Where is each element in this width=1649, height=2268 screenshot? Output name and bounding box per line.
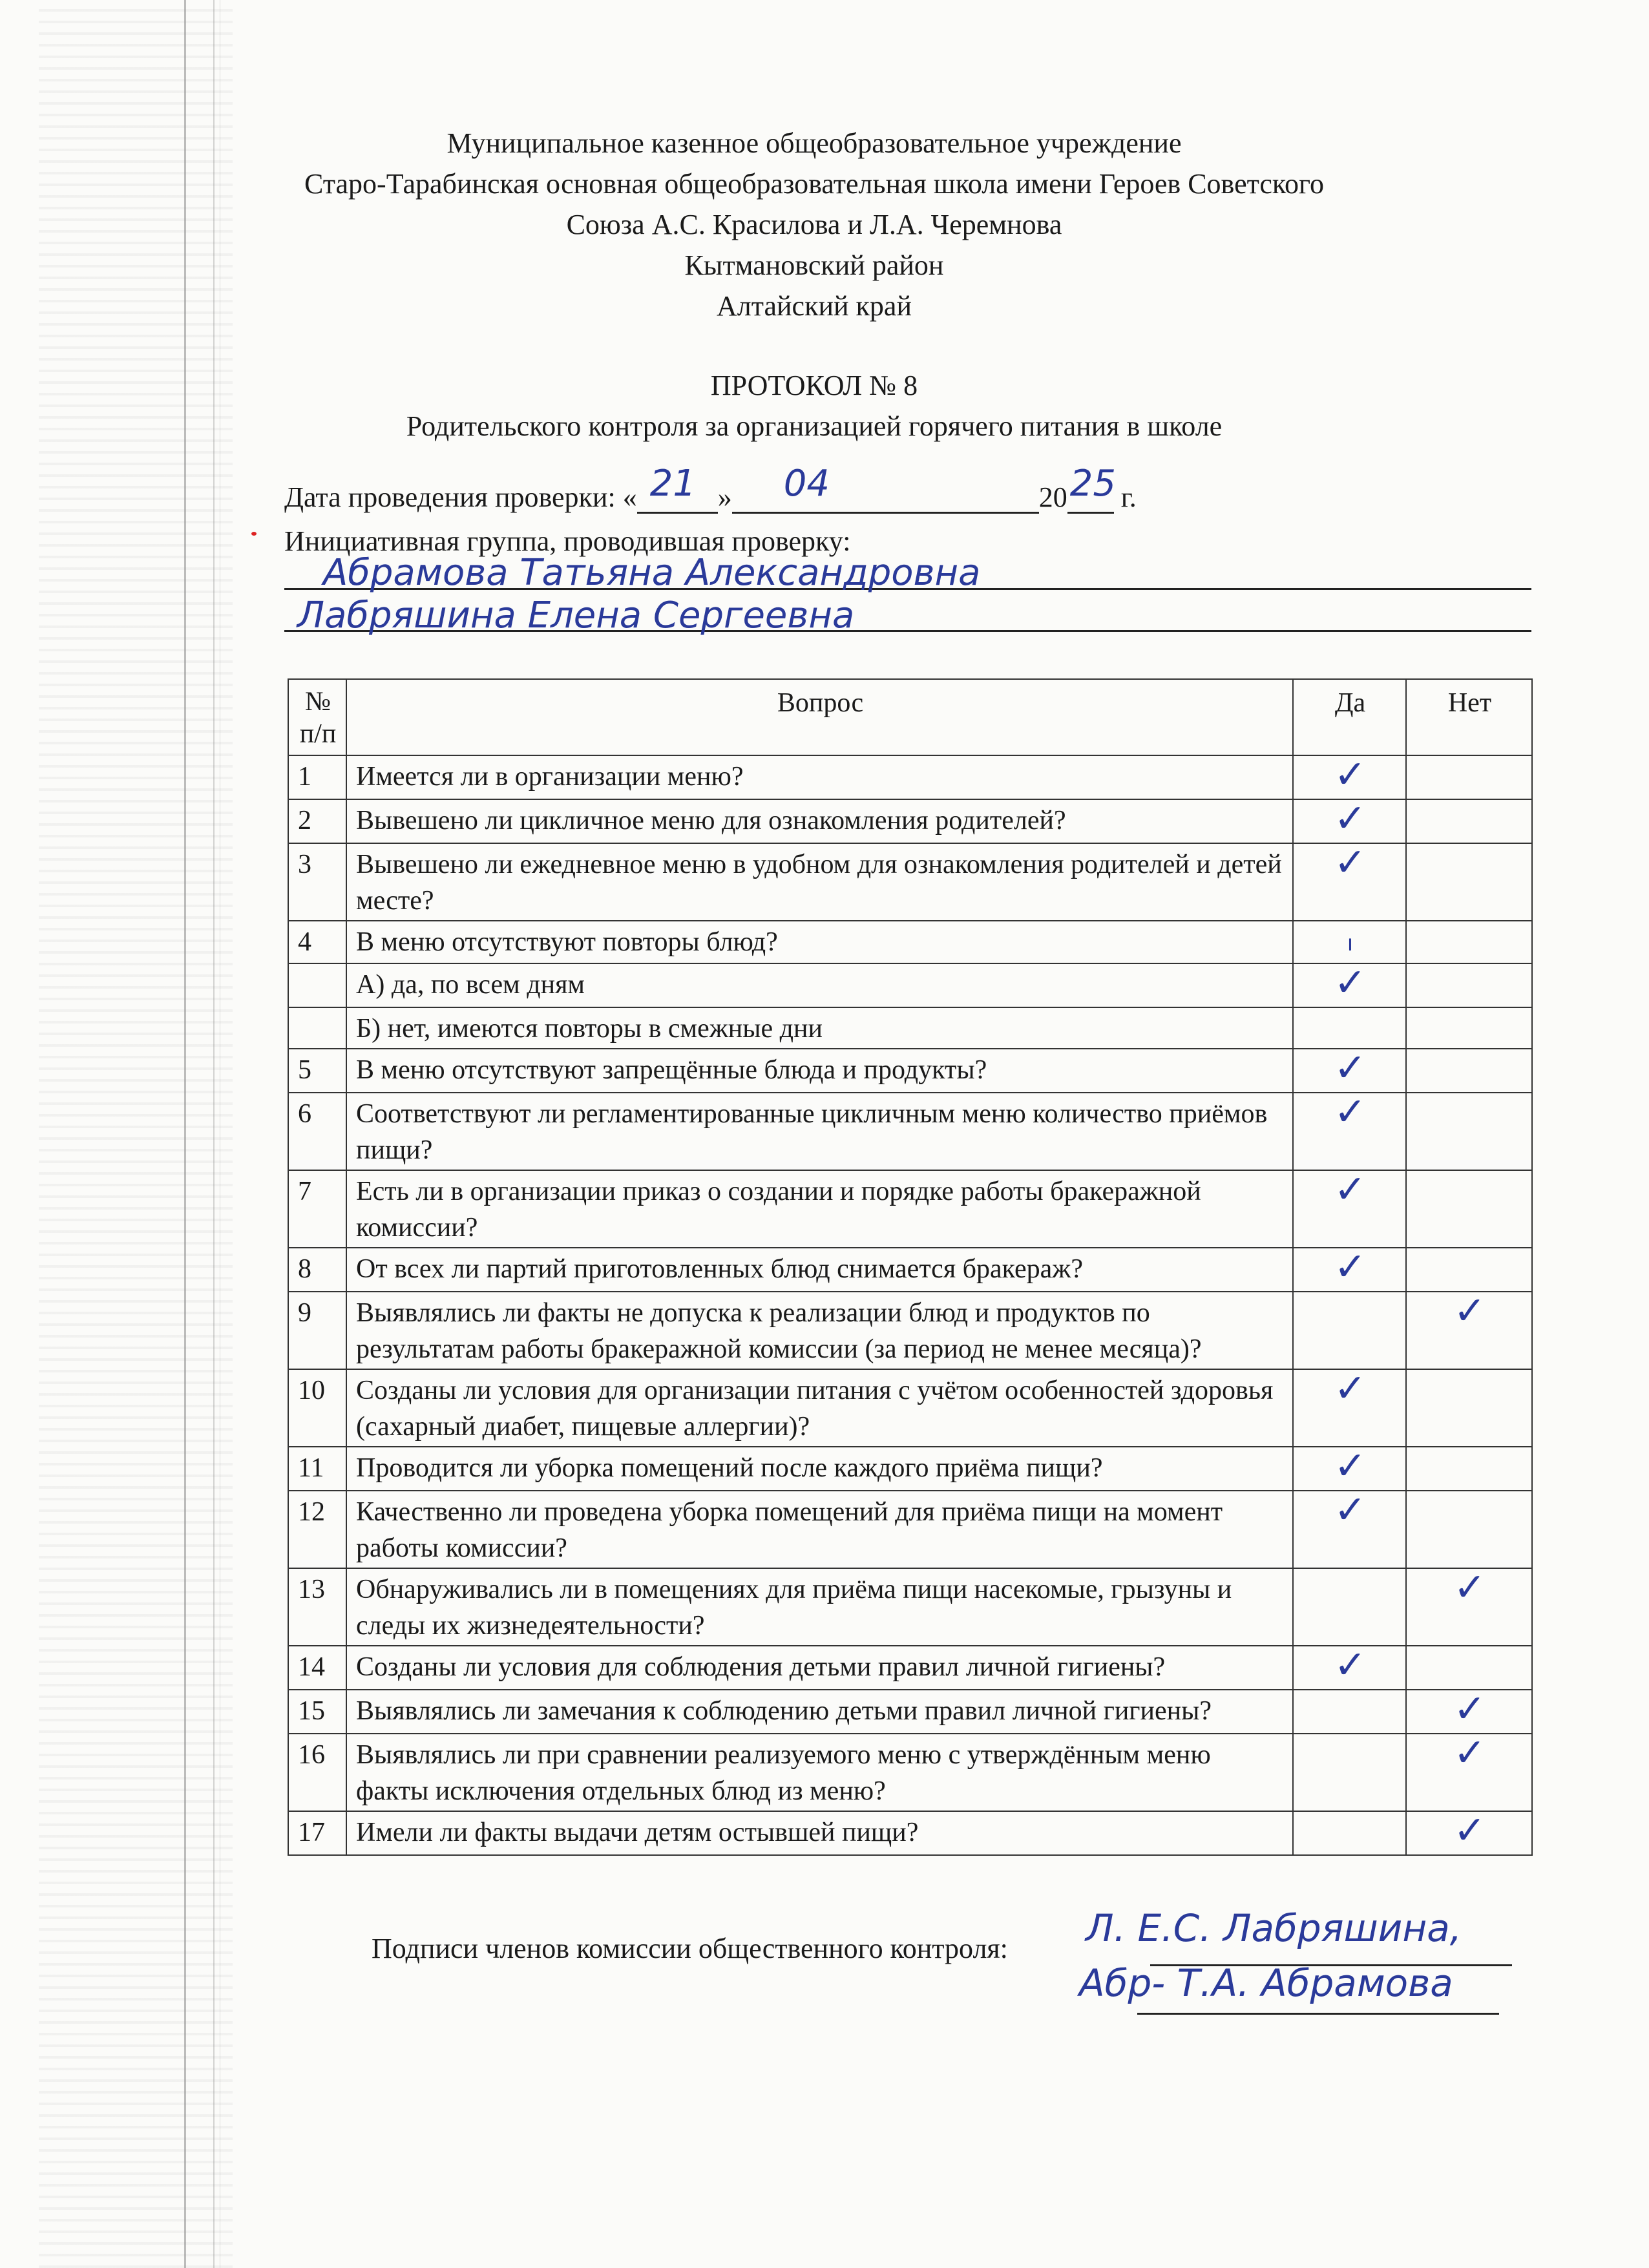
ink-dot — [251, 532, 257, 536]
check-mark-icon: ✓ — [1453, 1288, 1486, 1334]
row-yes-cell — [1293, 1089, 1406, 1170]
row-number: 6 — [288, 1093, 346, 1170]
row-yes-cell — [1293, 921, 1406, 963]
header-line: Алтайский край — [716, 290, 912, 322]
table-body — [288, 752, 1532, 1855]
protocol-title: ПРОТОКОЛ № 8 — [710, 370, 918, 401]
table-row — [288, 963, 1532, 1007]
year-unit: г. — [1120, 481, 1137, 513]
row-number — [288, 963, 346, 1007]
col-header-no: Нет — [1406, 679, 1532, 755]
check-mark-icon: ✓ — [1453, 1808, 1486, 1853]
check-mark-icon: ✓ — [1334, 1643, 1367, 1688]
row-yes-cell — [1293, 1568, 1406, 1646]
table-row — [288, 921, 1532, 963]
col-header-yes: Да — [1293, 679, 1406, 755]
table-row — [288, 1049, 1532, 1093]
row-question: Выявлялись ли при сравнении реализуемого меню с утверждённым меню факты исключения отдельных блюд из меню? — [346, 1734, 1293, 1811]
row-number: 8 — [288, 1248, 346, 1292]
row-number: 2 — [288, 799, 346, 843]
table-row — [288, 1292, 1532, 1369]
row-yes-cell — [1293, 1292, 1406, 1369]
row-yes-cell — [1293, 1811, 1406, 1855]
row-yes-cell — [1293, 1167, 1406, 1248]
row-no-cell — [1406, 1288, 1532, 1369]
checklist-table — [288, 678, 1533, 1856]
row-no-cell — [1406, 1049, 1532, 1093]
protocol-heading — [246, 365, 1383, 446]
header-line: Союза А.С. Красилова и Л.А. Черемнова — [566, 209, 1062, 240]
row-yes-cell — [1293, 752, 1406, 799]
row-question: Вывешено ли ежедневное меню в удобном для ознакомления родителей и детей месте? — [346, 843, 1293, 921]
row-question: В меню отсутствуют запрещённые блюда и продукты? — [346, 1049, 1293, 1093]
row-number: 3 — [288, 843, 346, 921]
table-row — [288, 1007, 1532, 1049]
row-question: Созданы ли условия для организации питания с учётом особенностей здоровья (сахарный диабет, пищевые аллергии)? — [346, 1369, 1293, 1447]
table-row — [288, 1170, 1532, 1248]
row-no-cell — [1406, 1808, 1532, 1855]
row-no-cell — [1406, 843, 1532, 921]
row-question: Выявлялись ли замечания к соблюдению детьми правил личной гигиены? — [346, 1690, 1293, 1734]
table-row — [288, 1734, 1532, 1811]
row-yes-cell — [1293, 1045, 1406, 1093]
row-no-cell — [1406, 799, 1532, 843]
header-line: Муниципальное казенное общеобразовательное учреждение — [446, 127, 1182, 159]
group-member-2: Лабряшина Елена Сергеевна — [297, 594, 855, 636]
table-row — [288, 1093, 1532, 1170]
date-year-field — [1067, 463, 1116, 514]
table-row — [288, 1568, 1532, 1646]
col-header-question: Вопрос — [346, 679, 1293, 755]
row-yes-cell — [1293, 960, 1406, 1007]
row-question: От всех ли партий приготовленных блюд снимается бракераж? — [346, 1248, 1293, 1292]
check-mark-icon: ✓ — [1453, 1730, 1486, 1776]
signatures-label: Подписи членов комиссии общественного контроля: — [372, 1933, 1008, 1964]
row-question: Обнаруживались ли в помещениях для приёма пищи насекомые, грызуны и следы их жизнедеятельности? — [346, 1568, 1293, 1646]
row-no-cell — [1406, 1646, 1532, 1690]
date-month: 04 — [783, 463, 830, 505]
signature-1: Л. Е.С. Лабряшина, — [1086, 1906, 1462, 1950]
row-question: Есть ли в организации приказ о создании и порядке работы бракеражной комиссии? — [346, 1170, 1293, 1248]
row-yes-cell — [1293, 796, 1406, 843]
table-row — [288, 1690, 1532, 1734]
row-number: 14 — [288, 1646, 346, 1690]
check-mark-icon: ✓ — [1334, 1045, 1367, 1091]
scan-line — [184, 0, 186, 2268]
check-mark-icon: ✓ — [1334, 1444, 1367, 1489]
date-quote-close: » — [717, 481, 732, 513]
date-label: Дата проведения проверки: « — [284, 481, 637, 513]
row-no-cell — [1406, 1565, 1532, 1646]
table-row — [288, 1811, 1532, 1855]
signatures-block — [372, 1932, 1008, 1965]
row-question: Б) нет, имеются повторы в смежные дни — [346, 1007, 1293, 1049]
row-yes-cell — [1293, 1444, 1406, 1491]
table-row — [288, 1447, 1532, 1491]
date-month-field — [732, 463, 1039, 514]
check-mark-icon: ✓ — [1334, 840, 1367, 885]
table-row — [288, 755, 1532, 799]
row-number: 5 — [288, 1049, 346, 1093]
col-header-num: № п/п — [288, 679, 346, 755]
row-question: Проводится ли уборка помещений после каждого приёма пищи? — [346, 1447, 1293, 1491]
check-mark-icon: ✓ — [1334, 752, 1367, 797]
row-question: Имеется ли в организации меню? — [346, 755, 1293, 799]
signature-underline — [1137, 2013, 1499, 2015]
group-label: Инициативная группа, проводившая проверку: — [284, 525, 851, 557]
row-number: 11 — [288, 1447, 346, 1491]
table-header-row — [288, 679, 1532, 755]
scan-artifact — [39, 0, 233, 2268]
row-question: Созданы ли условия для соблюдения детьми правил личной гигиены? — [346, 1646, 1293, 1690]
row-no-cell — [1406, 921, 1532, 963]
check-mark-icon: ✓ — [1334, 960, 1367, 1005]
row-number: 9 — [288, 1292, 346, 1369]
check-mark-icon: ✓ — [1334, 1167, 1367, 1212]
row-no-cell — [1406, 963, 1532, 1007]
row-question: Выявлялись ли факты не допуска к реализации блюд и продуктов по результатам работы бракеражной комиссии (за период не менее месяца)? — [346, 1292, 1293, 1369]
row-yes-cell — [1293, 1244, 1406, 1292]
row-yes-cell — [1293, 1690, 1406, 1734]
header-line: Кытмановский район — [684, 249, 944, 281]
row-no-cell — [1406, 1007, 1532, 1049]
row-question: Вывешено ли цикличное меню для ознакомления родителей? — [346, 799, 1293, 843]
row-number: 1 — [288, 755, 346, 799]
row-no-cell — [1406, 1491, 1532, 1568]
row-question: В меню отсутствуют повторы блюд? — [346, 921, 1293, 963]
date-year: 25 — [1069, 463, 1116, 505]
row-number: 17 — [288, 1811, 346, 1855]
row-number: 16 — [288, 1734, 346, 1811]
table-row — [288, 1248, 1532, 1292]
row-number: 10 — [288, 1369, 346, 1447]
header-line: Старо-Тарабинская основная общеобразовательная школа имени Героев Советского — [304, 168, 1324, 200]
check-mark-icon: ✓ — [1453, 1686, 1486, 1732]
row-number — [288, 1007, 346, 1049]
row-no-cell — [1406, 1686, 1532, 1734]
row-number: 13 — [288, 1568, 346, 1646]
check-mark-icon: ✓ — [1334, 796, 1367, 841]
check-mark-icon: ✓ — [1334, 1244, 1367, 1290]
signature-2: Абр- Т.А. Абрамова — [1079, 1961, 1453, 2005]
row-question: Качественно ли проведена уборка помещений для приёма пищи на момент работы комиссии? — [346, 1491, 1293, 1568]
institution-header — [246, 123, 1383, 326]
check-mark-icon: ✓ — [1334, 1487, 1367, 1533]
row-no-cell — [1406, 1447, 1532, 1491]
table-row — [288, 799, 1532, 843]
scan-line — [213, 0, 215, 2268]
row-yes-cell — [1293, 1487, 1406, 1568]
table-row — [288, 1646, 1532, 1690]
row-no-cell — [1406, 1170, 1532, 1248]
row-number: 7 — [288, 1170, 346, 1248]
date-day: 21 — [649, 463, 696, 505]
signature-underline — [1150, 1964, 1512, 1966]
row-yes-cell — [1293, 1366, 1406, 1447]
protocol-subtitle: Родительского контроля за организацией горячего питания в школе — [406, 410, 1223, 442]
row-yes-cell — [1293, 1734, 1406, 1811]
row-number: 12 — [288, 1491, 346, 1568]
row-question: А) да, по всем дням — [346, 963, 1293, 1007]
row-question: Имели ли факты выдачи детям остывшей пищи? — [346, 1811, 1293, 1855]
inspection-date-row — [284, 463, 1137, 514]
row-number: 4 — [288, 921, 346, 963]
table-row — [288, 1369, 1532, 1447]
row-no-cell — [1406, 1248, 1532, 1292]
check-mark-icon: ı — [1347, 930, 1354, 956]
check-mark-icon: ✓ — [1334, 1366, 1367, 1411]
row-no-cell — [1406, 1369, 1532, 1447]
row-yes-cell — [1293, 1643, 1406, 1690]
row-yes-cell — [1293, 1007, 1406, 1049]
row-question: Соответствуют ли регламентированные цикличным меню количество приёмов пищи? — [346, 1093, 1293, 1170]
table-row — [288, 1491, 1532, 1568]
row-no-cell — [1406, 755, 1532, 799]
date-day-field — [637, 463, 718, 514]
check-mark-icon: ✓ — [1334, 1089, 1367, 1135]
table-row — [288, 843, 1532, 921]
row-yes-cell — [1293, 840, 1406, 921]
check-mark-icon: ✓ — [1453, 1565, 1486, 1610]
row-number: 15 — [288, 1690, 346, 1734]
group-member-1: Абрамова Татьяна Александровна — [323, 552, 981, 594]
row-no-cell — [1406, 1730, 1532, 1811]
year-prefix: 20 — [1038, 481, 1067, 513]
row-no-cell — [1406, 1093, 1532, 1170]
